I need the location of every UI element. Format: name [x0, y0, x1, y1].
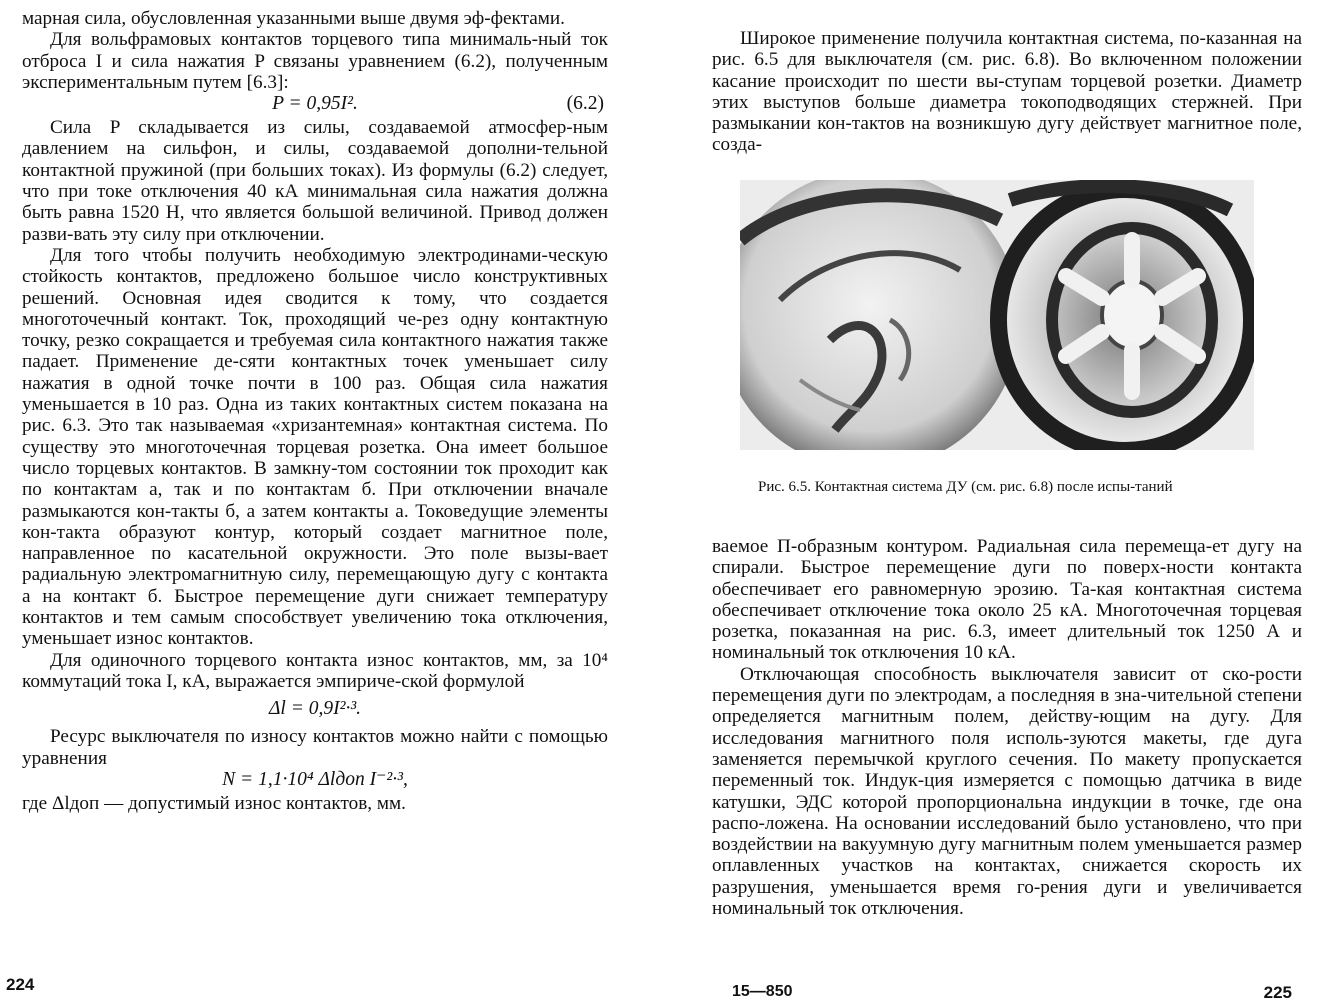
printer-signature: 15—850: [732, 983, 793, 1000]
right-top-text: [712, 28, 1302, 156]
paragraph: где Δlдоп — допустимый износ контактов, мм.: [22, 792, 406, 814]
page-number-left: 224: [6, 975, 35, 994]
right-bottom-text: [712, 536, 1302, 919]
paragraph: Для вольфрамовых контактов торцевого типа минималь-ный ток отброса I и сила нажатия P связаны уравнением (6.2), полученным экспериментальным путем [6.3]:: [22, 29, 608, 93]
paragraph: марная сила, обусловленная указанными выше двумя эф-фектами.: [22, 8, 565, 29]
figure-6-5-photo: [740, 180, 1254, 450]
formula-6-2: [22, 93, 608, 117]
formula-text: P = 0,95I².: [272, 93, 358, 115]
equation-number: (6.2): [566, 93, 604, 115]
paragraph: Ресурс выключателя по износу контактов можно найти с помощью уравнения: [22, 726, 608, 769]
formula-text: Δl = 0,9I²·³.: [268, 698, 362, 720]
paragraph: Для того чтобы получить необходимую электродинами-ческую стойкость контактов, предложено большое число конструктивных решений. Основная идея сводится к тому, что создается многоточечный контакт. Ток, проходящий че-рез одну контактную точку, резко сокращается и требуемая сила контактного нажатия также падает. Применение де-сяти контактных точек уменьшает силу нажатия в одной точке почти в 100 раз. Общая сила нажатия уменьшается в 10 раз. Одна из таких контактных систем показана на рис. 6.3. Это так называемая «хризантемная» контактная система. По существу это многоточечная торцевая розетка. Она имеет большое число торцевых контактов. В замкну-том состоянии ток проходит как по контактам а, так и по контактам б. При отключении вначале размыкаются кон-такты б, а затем контакты а. Токоведущие элементы кон-такта образуют контур, который создает магнитное поле, направленное по касательной окружности. Это поле вызы-вает радиальную электромагнитную силу, перемещающую дугу с контакта а на контакт б. Быстрое перемещение дуги снижает температуру контактов и тем самым способствует увеличению тока отключения, уменьшает износ контактов.: [22, 244, 608, 650]
paragraph: ваемое П-образным контуром. Радиальная сила перемеща-ет дугу на спирали. Быстрое перемещение дуги по поверх-ности контакта обеспечивает его равномерную эрозию. Та-кая контактная система обеспечивает отключение тока около 25 кА. Многоточечная торцевая розетка, показанная на рис. 6.3, имеет длительный ток 1250 А и номинальный ток отключения 10 кА.: [712, 536, 1302, 664]
formula-text: N = 1,1·10⁴ Δlдоп I⁻²·³,: [222, 768, 408, 790]
paragraph: Для одиночного торцевого контакта износ контактов, мм, за 10⁴ коммутаций тока I, кА, выражается эмпириче-ской формулой: [22, 649, 608, 692]
paragraph: Широкое применение получила контактная система, по-казанная на рис. 6.5 для выключателя (см. рис. 6.8). Во включенном положении касание происходит по шести вы-ступам торцевой розетки. Диаметр этих выступов больше диаметра токоподводящих стержней. При размыкании кон-тактов на возникшую дугу действует магнитное поле, созда-: [712, 28, 1302, 156]
left-page: [22, 8, 608, 814]
paragraph: Сила P складывается из силы, создаваемой атмосфер-ным давлением на сильфон, и силы, создаваемой дополни-тельной контактной пружиной (при больших токах). Из формулы (6.2) следует, что при токе отключения 40 кА минимальная сила нажатия должна быть равна 1520 Н, что является большой величиной. Привод должен разви-вать эту силу при отключении.: [22, 117, 608, 245]
figure-caption: Рис. 6.5. Контактная система ДУ (см. рис. 6.8) после испы-таний: [758, 479, 1173, 495]
right-page: [712, 8, 1302, 1002]
formula-wear: [22, 692, 608, 726]
contact-system-photo: [740, 180, 1254, 450]
page-number-right: 225: [1263, 983, 1292, 1002]
formula-resource: [22, 769, 608, 793]
paragraph: Отключающая способность выключателя зависит от ско-рости перемещения дуги по электродам, а последняя в зна-чительной степени определяется магнитным полем, действу-ющим на дугу. Для исследования магнитного поля исполь-зуются макеты, где дуга заменяется перемычкой круглого сечения. По макету пропускается переменный ток. Индук-ция измеряется с помощью датчика в виде катушки, ЭДС которой пропорциональна индукции в точке, где она распо-ложена. На основании исследований было установлено, что при воздействии на вакуумную дугу магнитным полем уменьшается размер оплавленных участков на контактах, снижается скорость их разрушения, уменьшается время го-рения дуги и увеличивается номинальный ток отключения.: [712, 663, 1302, 920]
